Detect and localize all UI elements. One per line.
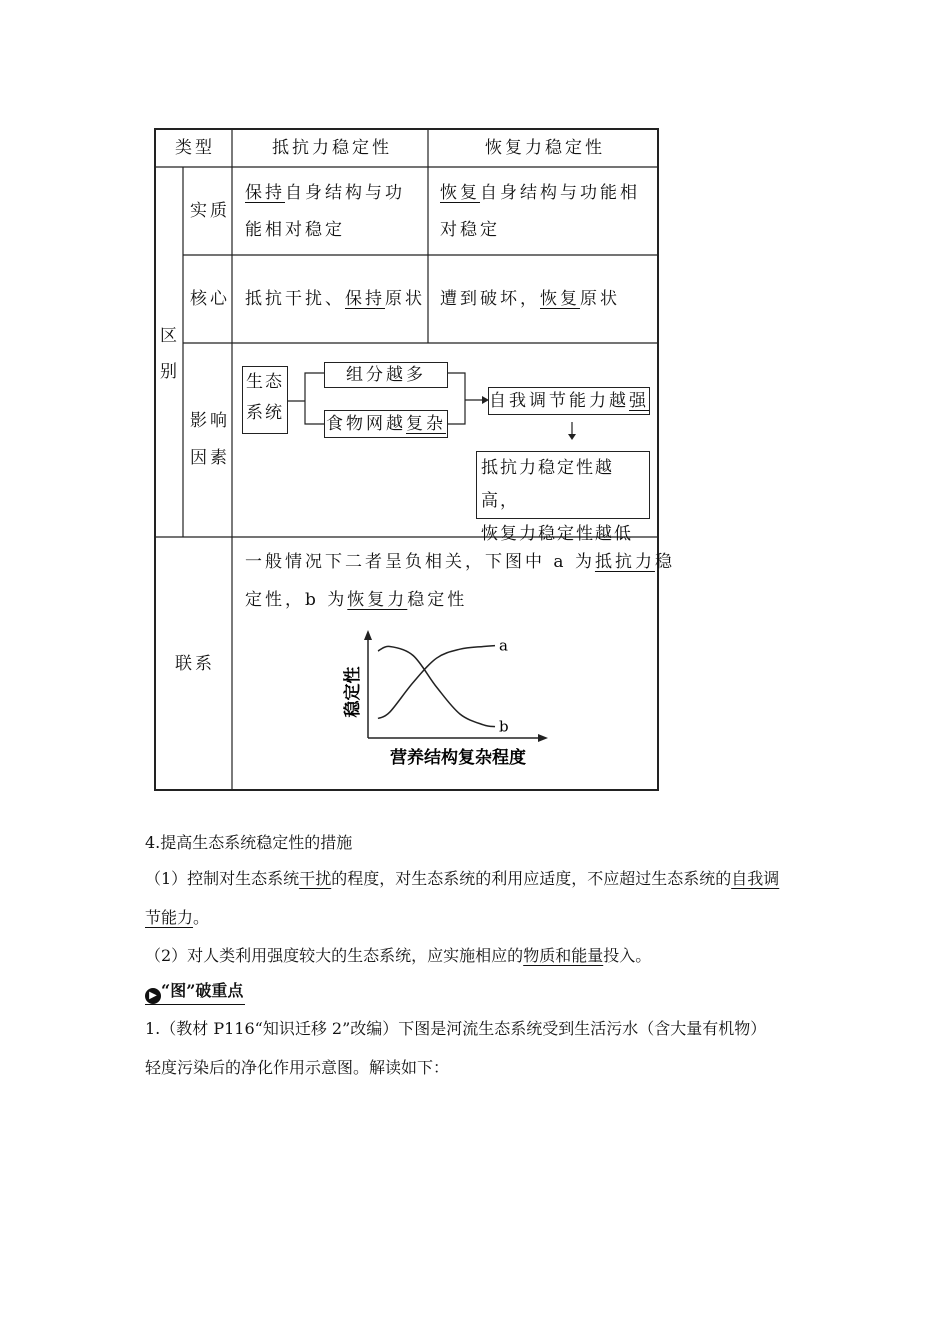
header-recovery: 恢复力稳定性 bbox=[485, 138, 605, 158]
play-icon: ▶ bbox=[145, 988, 161, 1004]
self-regulation-box: 自我调节能力越强 bbox=[488, 387, 650, 415]
series-a-label: a bbox=[499, 636, 508, 655]
foodweb-box: 食物网越复杂 bbox=[324, 410, 448, 438]
x-axis-arrow bbox=[538, 734, 548, 742]
x-axis-label: 营养结构复杂程度 bbox=[390, 748, 526, 768]
essence-resistance-line1: 保持自身结构与功 bbox=[245, 183, 405, 203]
figure-section-title: ▶ “图”破重点 bbox=[145, 980, 245, 1005]
y-axis-label: 稳定性 bbox=[343, 666, 363, 718]
essence-resistance-line2: 能相对稳定 bbox=[245, 220, 345, 240]
eco-system-box bbox=[242, 366, 288, 434]
relation-line1: 一般情况下二者呈负相关，下图中 a 为抵抗力稳 bbox=[245, 552, 675, 572]
eco-system-line1: 生态 bbox=[246, 372, 284, 392]
row-label-relation: 联系 bbox=[175, 654, 215, 674]
series-b-label: b bbox=[499, 717, 509, 736]
group-label-difference: 区别 bbox=[160, 326, 177, 382]
section4-title: 4.提高生态系统稳定性的措施 bbox=[145, 833, 353, 852]
row-label-essence: 实质 bbox=[190, 201, 230, 221]
row-label-core: 核心 bbox=[190, 289, 230, 309]
relation-line2: 定性，b 为恢复力稳定性 bbox=[245, 590, 468, 610]
core-resistance: 抵抗干扰、保持原状 bbox=[245, 289, 425, 309]
section4-p1-line2: 节能力。 bbox=[145, 908, 210, 927]
result-line1: 抵抗力稳定性越高， bbox=[481, 458, 614, 511]
eco-system-line2: 系统 bbox=[246, 403, 284, 423]
figure-section-p2: 轻度污染后的净化作用示意图。解读如下： bbox=[145, 1058, 450, 1077]
row-label-factors-1: 影响 bbox=[190, 411, 230, 431]
stability-chart bbox=[330, 630, 590, 780]
section4-p2: （2）对人类利用强度较大的生态系统，应实施相应的物质和能量投入。 bbox=[145, 946, 652, 965]
row-label-factors-2: 因素 bbox=[190, 448, 230, 468]
essence-recovery-line1: 恢复自身结构与功能相 bbox=[440, 183, 640, 203]
result-line2: 恢复力稳定性越低 bbox=[481, 524, 633, 544]
essence-recovery-line2: 对稳定 bbox=[440, 220, 500, 240]
header-type: 类型 bbox=[175, 138, 215, 158]
series-a-line bbox=[378, 646, 495, 719]
y-axis-arrow bbox=[364, 630, 372, 640]
figure-section-p1: 1.（教材 P116“知识迁移 2”改编）下图是河流生态系统受到生活污水（含大量有机物） bbox=[145, 1019, 767, 1038]
header-resistance: 抵抗力稳定性 bbox=[272, 138, 392, 158]
component-box: 组分越多 bbox=[324, 362, 448, 388]
result-box bbox=[476, 451, 650, 544]
core-recovery: 遭到破坏，恢复原状 bbox=[440, 289, 620, 309]
section4-p1-line1: （1）控制对生态系统干扰的程度，对生态系统的利用应适度，不应超过生态系统的自我调 bbox=[145, 869, 780, 888]
